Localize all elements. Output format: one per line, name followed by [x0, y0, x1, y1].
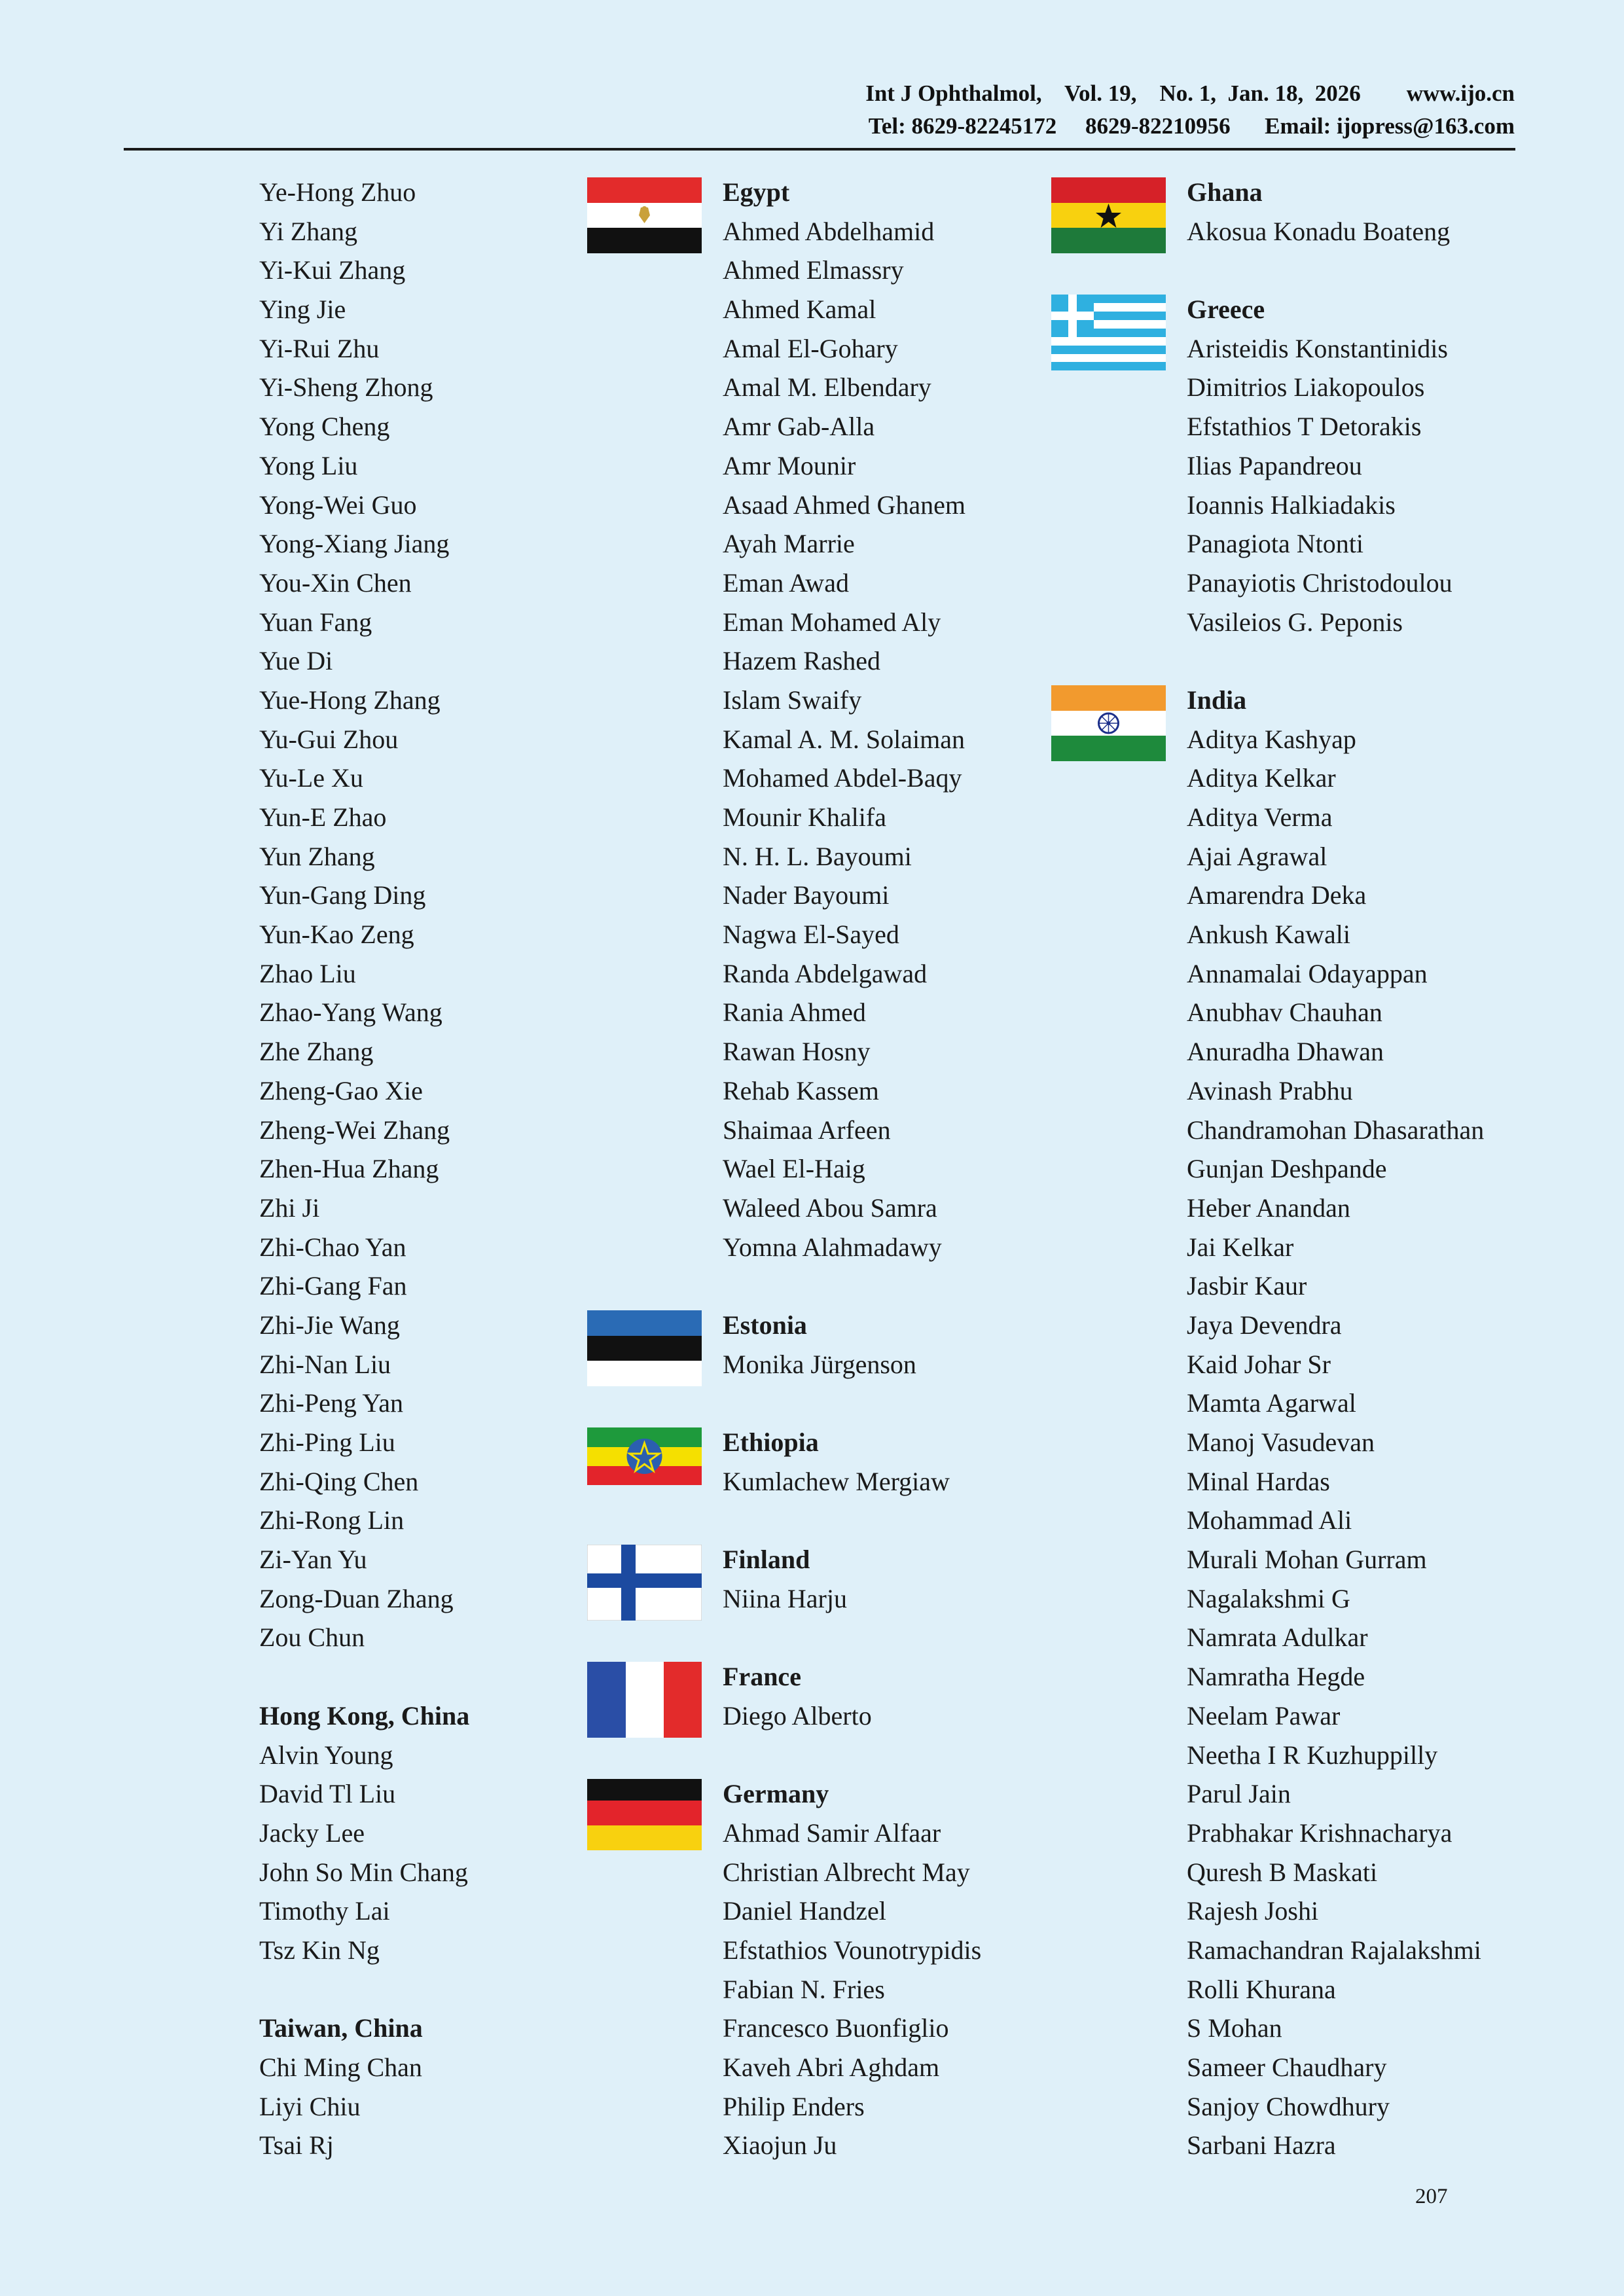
reviewer-name: Nader Bayoumi — [723, 880, 890, 910]
reviewer-name: Mohammad Ali — [1187, 1505, 1352, 1535]
reviewer-name: Yun-E Zhao — [259, 802, 387, 832]
reviewer-name: Yi-Kui Zhang — [259, 255, 406, 285]
reviewer-name: John So Min Chang — [259, 1857, 468, 1887]
reviewer-name: Wael El-Haig — [723, 1154, 865, 1184]
reviewer-name: Efstathios Vounotrypidis — [723, 1935, 982, 1965]
reviewer-column-3 — [1187, 173, 1553, 2165]
country-section — [723, 1657, 1089, 1735]
reviewer-name: Yun-Kao Zeng — [259, 920, 414, 950]
reviewer-name: Liyi Chiu — [259, 2091, 361, 2121]
reviewer-name: Gunjan Deshpande — [1187, 1154, 1387, 1184]
reviewer-name: Neetha I R Kuzhuppilly — [1187, 1740, 1438, 1770]
ghana-flag — [1051, 177, 1166, 253]
reviewer-name: Yong Cheng — [259, 412, 390, 442]
reviewer-name: Anubhav Chauhan — [1187, 997, 1382, 1028]
reviewer-name: Yue Di — [259, 646, 333, 676]
greece-flag — [1051, 295, 1166, 370]
reviewer-name: Philip Enders — [723, 2091, 865, 2121]
country-heading: India — [1187, 685, 1247, 715]
section-spacer — [723, 1618, 1089, 1657]
finland-flag — [587, 1545, 702, 1621]
reviewer-name: Efstathios T Detorakis — [1187, 412, 1422, 442]
reviewer-name: Aditya Verma — [1187, 802, 1333, 832]
reviewer-name: Yun Zhang — [259, 841, 375, 871]
country-heading: Estonia — [723, 1310, 807, 1340]
reviewer-name: Zhao-Yang Wang — [259, 997, 442, 1028]
reviewer-name: Kamal A. M. Solaiman — [723, 724, 965, 754]
reviewer-name: Avinash Prabhu — [1187, 1075, 1353, 1105]
reviewer-name: Yi-Rui Zhu — [259, 333, 380, 363]
journal-header — [865, 77, 1515, 143]
reviewer-name: Mohamed Abdel-Baqy — [723, 763, 962, 793]
reviewer-name: Sarbani Hazra — [1187, 2130, 1336, 2161]
reviewer-name: Tsz Kin Ng — [259, 1935, 380, 1965]
reviewer-name: Namratha Hegde — [1187, 1662, 1365, 1692]
section-spacer — [723, 1501, 1089, 1540]
reviewer-name: Zhe Zhang — [259, 1037, 374, 1067]
reviewer-name: Rolli Khurana — [1187, 1974, 1336, 2004]
reviewer-name: Islam Swaify — [723, 685, 862, 715]
reviewer-name: Heber Anandan — [1187, 1193, 1350, 1223]
reviewer-name: Zhi-Rong Lin — [259, 1505, 405, 1535]
france-flag — [587, 1662, 702, 1738]
country-section — [1187, 173, 1553, 251]
country-section — [259, 173, 626, 1657]
reviewer-name: S Mohan — [1187, 2013, 1282, 2043]
reviewer-name: Minal Hardas — [1187, 1466, 1330, 1496]
reviewer-name: Namrata Adulkar — [1187, 1623, 1368, 1653]
reviewer-name: Yong Liu — [259, 450, 358, 480]
reviewer-name: Rawan Hosny — [723, 1037, 871, 1067]
reviewer-name: Yun-Gang Ding — [259, 880, 426, 910]
reviewer-name: Amr Gab-Alla — [723, 412, 875, 442]
reviewer-column-2 — [723, 173, 1089, 2165]
reviewer-name: Daniel Handzel — [723, 1896, 886, 1926]
reviewer-name: Ahmed Abdelhamid — [723, 216, 935, 246]
reviewer-name: Amal El-Gohary — [723, 333, 898, 363]
reviewer-name: Zhi-Nan Liu — [259, 1349, 391, 1379]
reviewer-column-1 — [259, 173, 626, 2165]
reviewer-name: Chi Ming Chan — [259, 2053, 422, 2082]
country-heading: Germany — [723, 1779, 829, 1809]
reviewer-name: Zhi-Qing Chen — [259, 1466, 419, 1496]
reviewer-name: Ahmed Kamal — [723, 295, 876, 325]
reviewer-name: Yu-Gui Zhou — [259, 724, 399, 754]
reviewer-name: Murali Mohan Gurram — [1187, 1545, 1427, 1575]
country-heading: Ethiopia — [723, 1427, 819, 1457]
reviewer-name: Ankush Kawali — [1187, 920, 1350, 950]
reviewer-name: Francesco Buonfiglio — [723, 2013, 949, 2043]
reviewer-name: Zou Chun — [259, 1623, 365, 1653]
reviewer-name: Chandramohan Dhasarathan — [1187, 1115, 1485, 1145]
country-section — [259, 2009, 626, 2165]
reviewer-name: Diego Alberto — [723, 1700, 872, 1731]
ethiopia-flag — [587, 1427, 702, 1503]
reviewer-name: Sanjoy Chowdhury — [1187, 2091, 1390, 2121]
reviewer-name: Rajesh Joshi — [1187, 1896, 1319, 1926]
section-spacer — [259, 1657, 626, 1696]
country-section — [723, 1423, 1089, 1501]
reviewer-name: Xiaojun Ju — [723, 2130, 837, 2161]
reviewer-name: Prabhakar Krishnacharya — [1187, 1818, 1453, 1848]
reviewer-name: Vasileios G. Peponis — [1187, 607, 1403, 637]
reviewer-name: Panagiota Ntonti — [1187, 529, 1363, 559]
reviewer-name: Dimitrios Liakopoulos — [1187, 372, 1425, 403]
reviewer-name: Zheng-Wei Zhang — [259, 1115, 450, 1145]
egypt-flag — [587, 177, 702, 253]
reviewer-name: Zhi Ji — [259, 1193, 320, 1223]
reviewer-name: N. H. L. Bayoumi — [723, 841, 912, 871]
section-spacer — [259, 1970, 626, 2009]
reviewer-name: Zhi-Ping Liu — [259, 1427, 395, 1457]
country-heading: Ghana — [1187, 177, 1263, 207]
reviewer-name: Yomna Alahmadawy — [723, 1232, 942, 1262]
country-heading: Hong Kong, China — [259, 1700, 470, 1731]
reviewer-name: Shaimaa Arfeen — [723, 1115, 891, 1145]
country-heading: Greece — [1187, 295, 1265, 325]
reviewer-name: Amarendra Deka — [1187, 880, 1367, 910]
reviewer-name: Aristeidis Konstantinidis — [1187, 333, 1448, 363]
reviewer-name: Christian Albrecht May — [723, 1857, 970, 1887]
reviewer-name: Amal M. Elbendary — [723, 372, 931, 403]
reviewer-name: Yuan Fang — [259, 607, 372, 637]
reviewer-name: Neelam Pawar — [1187, 1700, 1341, 1731]
reviewer-name: David Tl Liu — [259, 1779, 396, 1809]
country-heading: Egypt — [723, 177, 790, 207]
reviewer-name: You-Xin Chen — [259, 567, 412, 598]
reviewer-name: Jacky Lee — [259, 1818, 365, 1848]
reviewer-name: Zhi-Peng Yan — [259, 1388, 404, 1418]
reviewer-name: Nagalakshmi G — [1187, 1583, 1350, 1613]
page-number: 207 — [1415, 2185, 1448, 2208]
reviewer-name: Zhi-Gang Fan — [259, 1271, 407, 1301]
country-section — [259, 1696, 626, 1970]
reviewer-name: Zi-Yan Yu — [259, 1545, 367, 1575]
section-spacer — [723, 1266, 1089, 1306]
reviewer-name: Timothy Lai — [259, 1896, 390, 1926]
reviewer-name: Yu-Le Xu — [259, 763, 363, 793]
reviewer-name: Aditya Kelkar — [1187, 763, 1336, 793]
reviewer-name: Yong-Xiang Jiang — [259, 529, 450, 559]
country-heading: Finland — [723, 1545, 810, 1575]
country-section — [723, 1540, 1089, 1618]
reviewer-name: Zong-Duan Zhang — [259, 1583, 454, 1613]
reviewer-name: Ajai Agrawal — [1187, 841, 1327, 871]
germany-flag — [587, 1779, 702, 1855]
reviewer-name: Jaya Devendra — [1187, 1310, 1342, 1340]
reviewer-name: Asaad Ahmed Ghanem — [723, 490, 966, 520]
reviewer-name: Zheng-Gao Xie — [259, 1075, 423, 1105]
reviewer-name: Kumlachew Mergiaw — [723, 1466, 950, 1496]
reviewer-name: Ying Jie — [259, 295, 346, 325]
reviewer-name: Nagwa El-Sayed — [723, 920, 899, 950]
reviewer-name: Alvin Young — [259, 1740, 393, 1770]
section-spacer — [1187, 251, 1553, 290]
reviewer-name: Parul Jain — [1187, 1779, 1291, 1809]
header-citation-line: Int J Ophthalmol, Vol. 19, No. 1, Jan. 18, 2026 www.ijo.cn — [865, 81, 1515, 106]
country-heading: France — [723, 1662, 801, 1692]
reviewer-name: Monika Jürgenson — [723, 1349, 916, 1379]
reviewer-name: Fabian N. Fries — [723, 1974, 885, 2004]
reviewer-name: Jasbir Kaur — [1187, 1271, 1307, 1301]
reviewer-name: Jai Kelkar — [1187, 1232, 1294, 1262]
country-section — [1187, 290, 1553, 641]
reviewer-name: Manoj Vasudevan — [1187, 1427, 1375, 1457]
reviewer-name: Randa Abdelgawad — [723, 958, 928, 988]
reviewer-name: Eman Awad — [723, 567, 849, 598]
reviewer-name: Mamta Agarwal — [1187, 1388, 1356, 1418]
reviewer-name: Yi-Sheng Zhong — [259, 372, 433, 403]
header-contact-line: Tel: 8629-82245172 8629-82210956 Email: ijopress@163.com — [868, 113, 1515, 139]
reviewer-name: Kaveh Abri Aghdam — [723, 2053, 940, 2082]
reviewer-name: Ilias Papandreou — [1187, 450, 1362, 480]
reviewer-name: Sameer Chaudhary — [1187, 2053, 1387, 2082]
reviewer-name: Zhi-Chao Yan — [259, 1232, 406, 1262]
country-heading: Taiwan, China — [259, 2013, 423, 2043]
country-section — [1187, 681, 1553, 2165]
reviewer-name: Ramachandran Rajalakshmi — [1187, 1935, 1481, 1965]
reviewer-name: Zhao Liu — [259, 958, 356, 988]
section-spacer — [723, 1384, 1089, 1423]
reviewer-name: Waleed Abou Samra — [723, 1193, 937, 1223]
country-section — [723, 173, 1089, 1266]
reviewer-name: Aditya Kashyap — [1187, 724, 1356, 754]
reviewer-name: Tsai Rj — [259, 2130, 334, 2161]
reviewer-name: Kaid Johar Sr — [1187, 1349, 1331, 1379]
reviewer-name: Ye-Hong Zhuo — [259, 177, 416, 207]
reviewer-name: Niina Harju — [723, 1583, 847, 1613]
reviewer-name: Ahmed Elmassry — [723, 255, 904, 285]
reviewer-name: Amr Mounir — [723, 450, 856, 480]
section-spacer — [723, 1736, 1089, 1775]
reviewer-name: Eman Mohamed Aly — [723, 607, 941, 637]
header-rule — [124, 148, 1515, 151]
reviewer-name: Akosua Konadu Boateng — [1187, 216, 1451, 246]
reviewer-name: Yue-Hong Zhang — [259, 685, 441, 715]
india-flag — [1051, 685, 1166, 761]
reviewer-name: Ayah Marrie — [723, 529, 855, 559]
reviewer-name: Anuradha Dhawan — [1187, 1037, 1384, 1067]
reviewer-name: Mounir Khalifa — [723, 802, 886, 832]
reviewer-name: Annamalai Odayappan — [1187, 958, 1428, 988]
reviewer-name: Ahmad Samir Alfaar — [723, 1818, 941, 1848]
estonia-flag — [587, 1310, 702, 1386]
reviewer-name: Zhi-Jie Wang — [259, 1310, 400, 1340]
reviewer-name: Quresh B Maskati — [1187, 1857, 1378, 1887]
reviewer-name: Hazem Rashed — [723, 646, 881, 676]
reviewer-name: Ioannis Halkiadakis — [1187, 490, 1396, 520]
reviewer-name: Rania Ahmed — [723, 997, 866, 1028]
section-spacer — [1187, 641, 1553, 681]
country-section — [723, 1306, 1089, 1384]
reviewer-name: Yong-Wei Guo — [259, 490, 417, 520]
country-section — [723, 1774, 1089, 2165]
reviewer-name: Yi Zhang — [259, 216, 357, 246]
reviewer-name: Zhen-Hua Zhang — [259, 1154, 439, 1184]
reviewer-name: Panayiotis Christodoulou — [1187, 567, 1453, 598]
reviewer-name: Rehab Kassem — [723, 1075, 879, 1105]
